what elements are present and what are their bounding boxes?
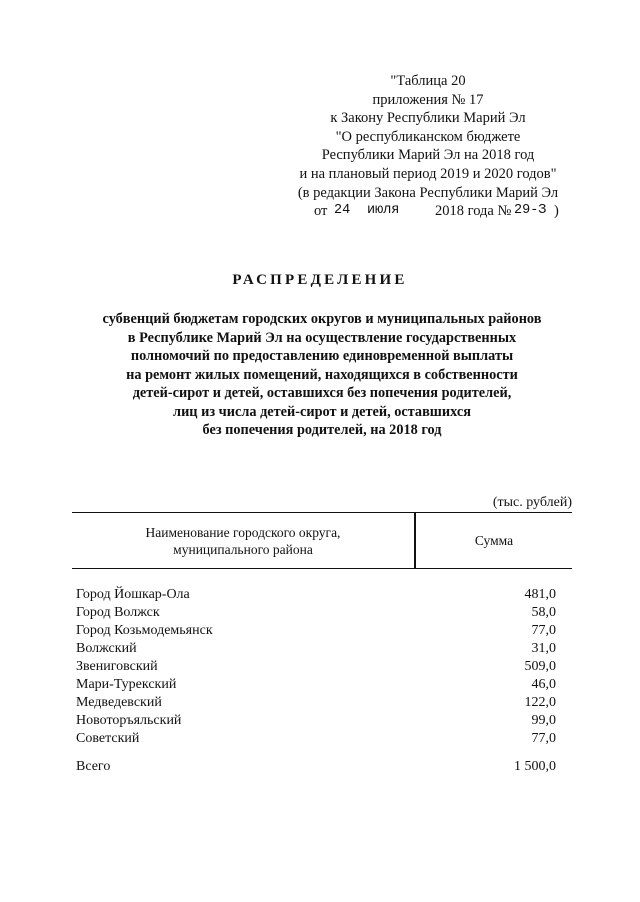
row-amount: 481,0 — [524, 587, 556, 602]
date-day: 24 — [334, 203, 351, 219]
law-number: 29-З — [514, 203, 547, 219]
header-block — [292, 72, 564, 221]
subtitle-line: полномочий по предоставлению единовременной выплаты — [130, 348, 514, 364]
header-line: (в редакции Закона Республики Марий Эл — [297, 184, 559, 201]
row-name: Волжский — [76, 641, 137, 656]
row-name: Советский — [76, 731, 140, 746]
row-amount: 99,0 — [531, 713, 556, 728]
subtitle-line: детей-сирот и детей, оставшихся без попечения родителей, — [132, 385, 512, 401]
table-row — [76, 712, 556, 730]
row-name: Город Козьмодемьянск — [76, 623, 213, 638]
row-name: Мари-Турекский — [76, 677, 177, 692]
column-header-name-line1: Наименование городского округа, — [145, 524, 341, 540]
subtitle-line: на ремонт жилых помещений, находящихся в собственности — [126, 366, 518, 383]
row-amount: 77,0 — [531, 731, 556, 746]
closing-paren: ) — [554, 203, 559, 220]
column-header-name-line2: муниципального района — [173, 541, 313, 557]
document-title: РАСПРЕДЕЛЕНИЕ — [232, 272, 408, 288]
total-amount: 1 500,0 — [514, 759, 556, 774]
header-line: и на плановый период 2019 и 2020 годов" — [299, 165, 557, 182]
subtitle-line: субвенций бюджетам городских округов и муниципальных районов — [102, 311, 542, 327]
table-row — [76, 694, 556, 712]
header-line: "О республиканском бюджете — [335, 128, 521, 145]
document-subtitle — [72, 310, 572, 440]
table-body — [76, 586, 556, 748]
table-row — [76, 658, 556, 676]
subtitle-line: в Республике Марий Эл на осуществление государственных — [127, 329, 517, 346]
column-header-amount: Сумма — [474, 533, 514, 548]
table-row — [76, 730, 556, 748]
column-header-name — [72, 513, 414, 568]
row-amount: 509,0 — [524, 659, 556, 674]
table-row — [76, 586, 556, 604]
subtitle-line: лиц из числа детей-сирот и детей, оставшихся — [173, 403, 471, 420]
total-label: Всего — [76, 759, 111, 774]
law-date-line — [292, 202, 564, 221]
header-line: к Закону Республики Марий Эл — [330, 110, 526, 127]
table-row — [76, 640, 556, 658]
header-line: "Таблица 20 — [390, 73, 466, 89]
total-row — [76, 759, 556, 775]
date-prefix: от — [314, 203, 328, 220]
header-line: Республики Марий Эл на 2018 год — [321, 147, 535, 164]
table-row — [76, 622, 556, 640]
row-amount: 46,0 — [531, 677, 556, 692]
row-name: Медведевский — [76, 695, 162, 710]
row-amount: 77,0 — [531, 623, 556, 638]
header-line: приложения № 17 — [372, 91, 484, 108]
table-row — [76, 604, 556, 622]
table-header — [72, 512, 572, 569]
units-label: (тыс. рублей) — [492, 495, 572, 510]
row-amount: 58,0 — [531, 605, 556, 620]
subtitle-line: без попечения родителей, на 2018 год — [202, 422, 442, 438]
table-row — [76, 676, 556, 694]
date-year-text: 2018 года № — [435, 203, 512, 220]
row-name: Звениговский — [76, 659, 158, 674]
row-amount: 31,0 — [531, 641, 556, 656]
row-name: Город Йошкар-Ола — [76, 587, 190, 602]
row-name: Город Волжск — [76, 605, 160, 620]
date-month: июля — [367, 203, 400, 219]
row-name: Новоторъяльский — [76, 713, 182, 728]
row-amount: 122,0 — [524, 695, 556, 710]
